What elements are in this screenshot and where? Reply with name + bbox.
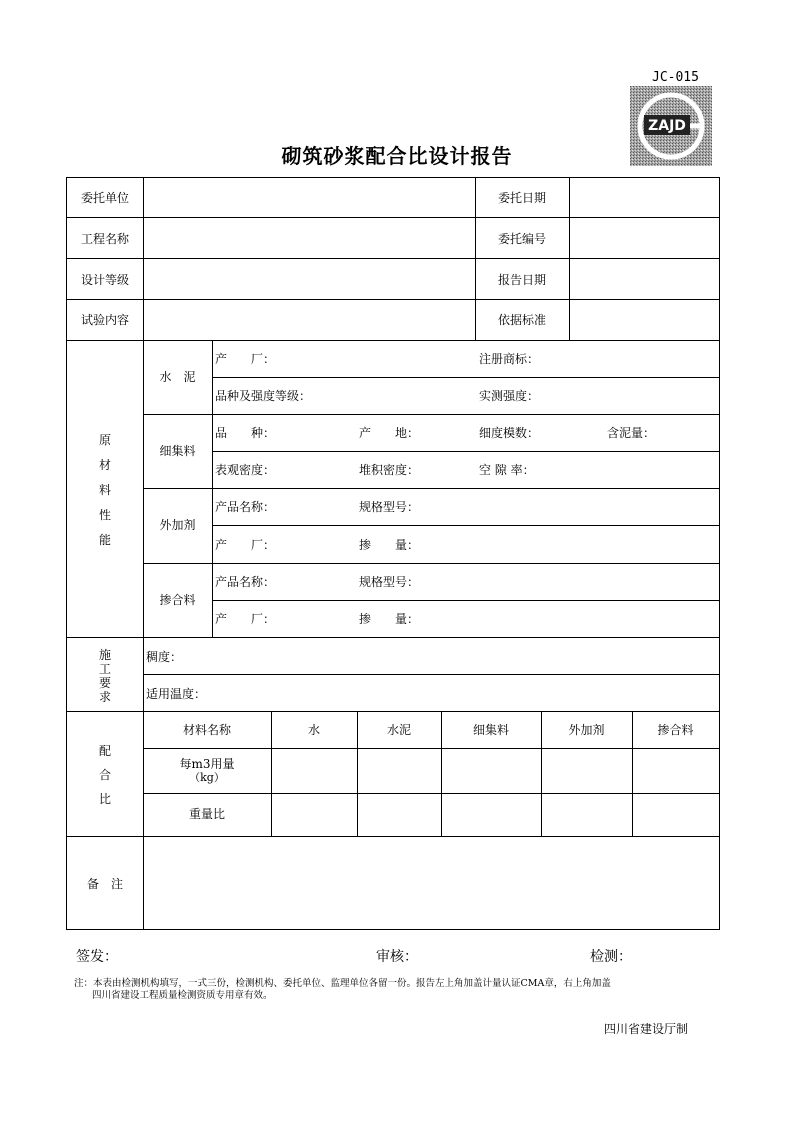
mineral-admixture-label: 掺合料	[159, 593, 196, 607]
usage-per-m3-label: 每m3用量	[179, 757, 235, 771]
materials-section-char: 料	[98, 483, 111, 497]
test-signature-label: 检测：	[590, 949, 632, 965]
materials-section-char: 性	[98, 508, 111, 522]
mix-column-header: 材料名称	[182, 723, 231, 737]
admixture-spec-label: 规格型号：	[359, 500, 420, 514]
cement-trademark-label: 注册商标：	[479, 352, 540, 366]
aggregate-variety-label: 品 种：	[215, 426, 276, 440]
aggregate-fineness-label: 细度模数：	[479, 426, 540, 440]
mix-column-header: 细集料	[472, 723, 509, 737]
admixture-dosage-label: 掺 量：	[359, 538, 420, 552]
issue-signature-label: 签发：	[76, 949, 118, 965]
construction-section-char: 工	[98, 662, 111, 676]
temperature-label: 适用温度：	[146, 687, 207, 701]
svg-text:ZAJD: ZAJD	[648, 118, 686, 134]
footnote-line: 注：本表由检测机构填写，一式三份，检测机构、委托单位、监理单位各留一份。报告左上角加盖计量认证CMA章，右上角加盖	[74, 978, 611, 989]
apparent-density-label: 表观密度：	[215, 463, 276, 477]
mix-column-header: 水	[307, 723, 320, 737]
bulk-density-label: 堆积密度：	[359, 463, 420, 477]
report-table	[66, 177, 720, 930]
mix-section-char: 配	[98, 744, 111, 758]
cement-grade-label: 品种及强度等级：	[215, 389, 312, 403]
client-unit-label: 委托单位	[80, 191, 129, 205]
mineral-dosage-label: 掺 量：	[359, 612, 420, 626]
consistency-label: 稠度：	[146, 650, 183, 664]
review-signature-label: 审核：	[376, 949, 418, 965]
materials-section-char: 材	[98, 458, 111, 472]
aggregate-origin-label: 产 地：	[359, 426, 420, 440]
construction-section-char: 施	[98, 648, 111, 662]
mix-section-char: 比	[98, 792, 111, 806]
standard-label: 依据标准	[497, 313, 546, 327]
mix-column-header: 外加剂	[568, 723, 605, 737]
cement-strength-label: 实测强度：	[479, 389, 540, 403]
admixture-producer-label: 产 厂：	[215, 538, 276, 552]
weight-ratio-label: 重量比	[188, 807, 225, 821]
admixture-product-label: 产品名称：	[215, 500, 276, 514]
mineral-product-label: 产品名称：	[215, 575, 276, 589]
voids-label: 空 隙 率：	[479, 463, 535, 477]
client-date-label: 委托日期	[497, 191, 546, 205]
mineral-producer-label: 产 厂：	[215, 612, 276, 626]
report-title: 砌筑砂浆配合比设计报告	[281, 144, 513, 168]
usage-unit-label: （kg）	[189, 771, 225, 784]
fine-aggregate-label: 细集料	[159, 444, 196, 458]
cement-label: 水 泥	[159, 370, 196, 384]
materials-section-char: 能	[98, 533, 111, 547]
project-name-label: 工程名称	[80, 232, 129, 246]
cement-producer-label: 产 厂：	[215, 352, 276, 366]
mix-section-char: 合	[98, 768, 111, 782]
remarks-label: 备 注	[86, 877, 123, 891]
client-number-label: 委托编号	[497, 232, 546, 246]
test-content-label: 试验内容	[80, 313, 129, 327]
design-grade-label: 设计等级	[80, 273, 129, 287]
document-code: JC-015	[652, 70, 699, 85]
report-date-label: 报告日期	[497, 273, 546, 287]
admixture-label: 外加剂	[159, 518, 196, 532]
issuing-authority: 四川省建设厅制	[604, 1022, 689, 1036]
footnote-line: 四川省建设工程质量检测资质专用章有效。	[92, 990, 273, 1001]
construction-section-char: 求	[98, 690, 111, 704]
mineral-spec-label: 规格型号：	[359, 575, 420, 589]
aggregate-mud-label: 含泥量：	[607, 426, 656, 440]
mix-column-header: 水泥	[386, 723, 411, 737]
construction-section-char: 要	[98, 676, 111, 690]
materials-section-char: 原	[98, 433, 111, 447]
mix-column-header: 掺合料	[657, 723, 694, 737]
